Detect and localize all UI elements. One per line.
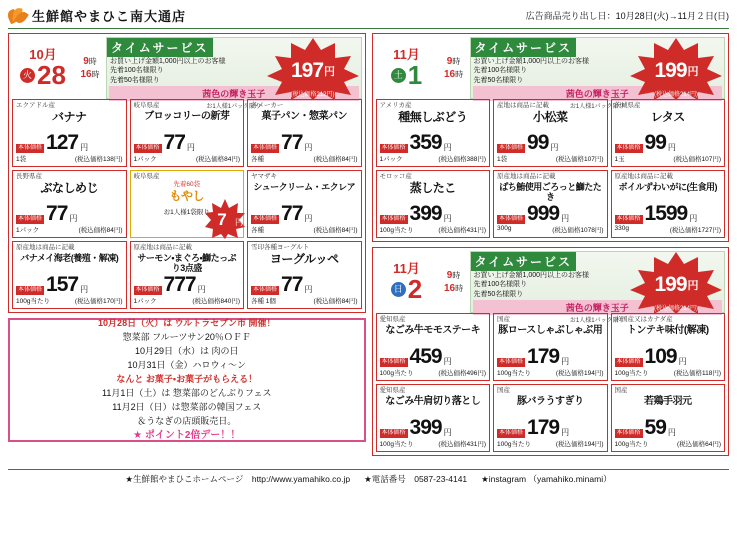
notice-line: 11月1日（土）は 惣菜部のどんぶりフェス xyxy=(102,387,272,398)
clock-times xyxy=(77,37,103,99)
product-taxin: (税込価格107円) xyxy=(673,156,721,163)
product-origin: 原産地は商品に記載 xyxy=(614,173,673,180)
product-cell xyxy=(247,170,362,238)
time-service-taxin: (税込価格212円) xyxy=(290,92,335,98)
notice-line: ＆うなぎの店頭販売日。 xyxy=(137,415,237,426)
footer-homepage[interactable]: ★生鮮館やまひこホームページ http://www.yamahiko.co.jp xyxy=(125,474,351,484)
product-name: 蒸したこ xyxy=(409,181,456,195)
sale-period: 広告商品売り出し日：10月28日(火)→11月２日(日) xyxy=(525,11,729,21)
product-origin: 愛知県産 xyxy=(379,387,406,394)
price-tag-label: 本体価格 xyxy=(251,144,279,153)
clock-hour-1: 9 xyxy=(83,56,89,67)
price-tag-label: 本体価格 xyxy=(380,429,408,438)
product-name: ばち鮪使用ごろっと鰤たたき xyxy=(499,182,602,203)
page-footer xyxy=(8,469,729,485)
brand xyxy=(8,6,186,25)
time-service-limit: お1人様1パック限り xyxy=(206,104,262,111)
product-unit: 100g当たり xyxy=(379,441,414,448)
product-origin: 原産地は商品に記載 xyxy=(16,244,75,251)
clock-hour-2-unit: 時 xyxy=(91,70,100,79)
time-service-product: 茜色の輝き玉子 xyxy=(109,86,359,101)
product-price: 777 xyxy=(163,273,196,297)
product-origin: モロッコ産 xyxy=(379,173,412,180)
footer-instagram[interactable]: ★instagram （yamahiko.minami） xyxy=(481,474,612,484)
product-cell xyxy=(247,241,362,309)
product-cell xyxy=(376,99,491,167)
time-service-title: タイムサービス xyxy=(471,38,577,57)
yen-label: 円 xyxy=(550,143,559,152)
notice-line: 11月2日（日）は惣菜部の韓国フェス xyxy=(112,401,262,412)
price-tag-label: 本体価格 xyxy=(380,215,408,224)
product-name: なごみ牛モモステーキ xyxy=(385,325,481,336)
product-taxin: (税込価格138円) xyxy=(74,156,123,163)
product-price: 179 xyxy=(527,416,560,440)
product-taxin: (税込価格496円) xyxy=(438,370,486,377)
product-cell xyxy=(493,170,608,238)
time-service-note: お買い上げ金額1,000円以上のお客様 xyxy=(473,272,590,279)
yen-label: 円 xyxy=(304,143,313,152)
product-name: バナメイ海老(養殖・解凍) xyxy=(20,253,119,263)
month-label: 11月 xyxy=(393,260,420,276)
product-origin: 国産 xyxy=(497,316,510,323)
product-unit: 1玉 xyxy=(614,156,625,163)
content-columns xyxy=(8,33,729,465)
product-cell-featured xyxy=(130,170,245,238)
yen-label: 円 xyxy=(443,214,452,223)
product-price: 1599 xyxy=(644,202,688,226)
product-taxin: (税込価格84円) xyxy=(313,156,358,163)
product-name: レタス xyxy=(650,110,685,124)
product-name: 菓子パン・惣菜パン xyxy=(261,111,347,122)
product-cell xyxy=(611,99,726,167)
product-unit: 各種 1個 xyxy=(251,298,276,305)
product-cell xyxy=(493,384,608,452)
product-price: 77 xyxy=(163,131,185,155)
product-origin: アメリカ産 xyxy=(379,102,412,109)
price-burst xyxy=(205,199,245,239)
product-name: 若鶏手羽元 xyxy=(644,396,692,407)
day-number: 1 xyxy=(407,60,423,91)
time-service-taxin: (税込価格214円) xyxy=(653,92,698,98)
yen-label: 円 xyxy=(443,143,452,152)
product-origin: 雪印各種ヨーグルト xyxy=(251,244,310,251)
time-service-line2: 先着50名様限り xyxy=(473,290,524,298)
clock-hour-2: 16 xyxy=(443,283,456,294)
product-price: 99 xyxy=(527,131,549,155)
time-service-line1: 先着100名様限り xyxy=(473,67,528,75)
price-tag-label: 本体価格 xyxy=(16,215,44,224)
notice-line: 10月31日（金）ハロウィ～ン xyxy=(127,359,246,370)
product-price: 359 xyxy=(409,131,442,155)
yen-label: 円 xyxy=(80,285,89,294)
product-name: ボイルずわいがに(生食用) xyxy=(618,182,717,192)
product-price: 399 xyxy=(409,202,442,226)
shop-name: 生鮮館やまひこ南大通店 xyxy=(32,9,187,24)
time-service-title: タイムサービス xyxy=(107,38,213,57)
time-service-product: 茜色の輝き玉子 xyxy=(473,86,723,101)
product-name: 豚バラうすぎり xyxy=(517,396,584,407)
product-origin: 各メーカー xyxy=(251,102,284,109)
price-tag-label: 本体価格 xyxy=(251,286,279,295)
clock-times xyxy=(441,37,467,99)
product-name: 小松菜 xyxy=(532,110,568,124)
product-name: ブロッコリーの新芽 xyxy=(144,111,230,122)
footer-tel: ★電話番号 0587-23-4141 xyxy=(364,474,468,484)
price-tag-label: 本体価格 xyxy=(380,144,408,153)
time-service-limit: お1人様1パック限り xyxy=(569,318,625,325)
product-cell xyxy=(12,99,127,167)
panel-oct28 xyxy=(8,33,366,313)
product-unit: 100g当たり xyxy=(497,370,531,377)
time-service-price: 199 円 xyxy=(654,59,698,82)
time-service-product: 茜色の輝き玉子 xyxy=(473,300,723,315)
price-tag-label: 本体価格 xyxy=(380,358,408,367)
product-origin: ヤマザキ xyxy=(251,173,277,180)
product-name: ヨーグルッペ xyxy=(269,252,339,266)
product-origin: 岐阜県産 xyxy=(133,173,160,180)
product-price: 459 xyxy=(409,345,442,369)
notice-line: なんと お菓子•お菓子がもらえる！ xyxy=(116,373,258,384)
price-tag-label: 本体価格 xyxy=(497,215,525,224)
panel-nov2 xyxy=(372,247,730,456)
product-unit: 各種 xyxy=(251,156,264,163)
product-unit: 1パック xyxy=(133,298,157,305)
product-unit: 300g xyxy=(497,225,512,232)
product-price: 99 xyxy=(644,131,666,155)
product-price: 127 xyxy=(46,131,79,155)
product-name: サーモン•まぐろ•鰤たっぷり3点盛 xyxy=(137,253,237,274)
product-cell xyxy=(376,384,491,452)
product-unit: 100g当たり xyxy=(614,441,649,448)
yen-label: 円 xyxy=(678,357,687,366)
product-cell xyxy=(376,313,491,381)
product-price: 399 xyxy=(409,416,442,440)
product-cell xyxy=(493,99,608,167)
time-service-price-star xyxy=(628,38,724,100)
time-service-price-star xyxy=(265,38,361,100)
price-tag-label: 本体価格 xyxy=(497,358,525,367)
notice-line-points: ★ ポイント2倍デー！！ xyxy=(133,429,241,441)
product-origin: 岐阜県産 xyxy=(133,102,160,109)
clock-hour-1-unit: 時 xyxy=(452,57,461,66)
product-grid-nov2 xyxy=(376,313,726,452)
product-price: 179 xyxy=(527,345,560,369)
price-tag-label: 本体価格 xyxy=(16,144,44,153)
product-taxin: (税込価格1078円) xyxy=(552,227,604,234)
product-unit: 100g当たり xyxy=(379,370,414,377)
product-name: バナナ xyxy=(51,110,87,124)
product-origin: 長野県産 xyxy=(16,173,42,180)
product-taxin: (税込価格84円) xyxy=(78,227,123,234)
svg-text:7: 7 xyxy=(217,210,227,229)
yen-label: 円 xyxy=(304,214,313,223)
product-unit: 1袋 xyxy=(16,156,27,163)
clock-hour-1: 9 xyxy=(446,270,453,281)
product-taxin: (税込価格118円) xyxy=(673,370,721,377)
product-unit: 100g当たり xyxy=(614,370,649,377)
product-unit: 1パック xyxy=(379,156,403,163)
product-cell xyxy=(493,313,608,381)
time-service-line2: 先着50名様限り xyxy=(110,76,160,84)
product-unit: 1パック xyxy=(16,227,40,234)
product-taxin: (税込価格1727円) xyxy=(669,227,721,234)
clock-hour-1-unit: 時 xyxy=(452,271,461,280)
product-cell xyxy=(611,170,726,238)
time-service-price-star xyxy=(628,252,724,314)
leaf-logo-icon xyxy=(8,8,26,24)
product-unit: 100g当たり xyxy=(16,298,50,305)
product-grid-nov1 xyxy=(376,99,726,238)
product-unit: 各種 xyxy=(251,227,264,234)
yen-label: 円 xyxy=(80,143,89,152)
product-taxin: (税込価格64円) xyxy=(676,441,721,448)
time-service-taxin: (税込価格214円) xyxy=(653,306,698,312)
time-service-line1: 先着100名様限り xyxy=(110,67,164,75)
product-limited-note: 先着60袋 xyxy=(173,181,201,188)
product-cell xyxy=(611,384,726,452)
product-taxin: (税込価格84円) xyxy=(313,298,358,305)
clock-hour-2: 16 xyxy=(443,69,456,80)
product-cell xyxy=(376,170,491,238)
price-tag-label: 本体価格 xyxy=(16,286,44,295)
clock-hour-1: 9 xyxy=(446,56,453,67)
right-column xyxy=(372,33,730,465)
day-of-week-badge: 土 xyxy=(391,68,406,83)
product-taxin: (税込価格431円) xyxy=(438,227,486,234)
yen-label: 円 xyxy=(304,285,313,294)
yen-label: 円 xyxy=(689,214,698,223)
product-price: 999 xyxy=(527,202,560,226)
yen-label: 円 xyxy=(186,143,195,152)
product-origin: 米国産又はカナダ産 xyxy=(614,316,673,323)
yen-label: 円 xyxy=(667,428,676,437)
product-origin: 原産地は商品に記載 xyxy=(497,173,556,180)
product-price: 77 xyxy=(281,131,303,155)
time-service-line1: 先着100名様限り xyxy=(473,281,528,289)
clock-times xyxy=(441,251,467,313)
product-origin: 産地は商品に記載 xyxy=(497,102,549,109)
product-taxin: (税込価格194円) xyxy=(555,441,604,448)
notice-line: 惣菜部 フルーツサン20％ＯＦＦ xyxy=(122,331,251,342)
product-cell xyxy=(130,241,245,309)
product-cell xyxy=(12,170,127,238)
product-taxin: (税込価格107円) xyxy=(555,156,604,163)
month-label: 10月 xyxy=(29,46,57,62)
date-box xyxy=(376,251,438,313)
month-label: 11月 xyxy=(393,46,420,62)
product-name: なごみ牛肩切り落とし xyxy=(385,396,481,407)
product-price: 109 xyxy=(644,345,677,369)
product-taxin: (税込価格194円) xyxy=(555,370,604,377)
notice-line: 10月29日（水）は 肉の日 xyxy=(134,345,239,356)
product-taxin: (税込価格84円) xyxy=(195,156,240,163)
time-service-limit: お1人様1パック限り xyxy=(569,104,625,111)
time-service-price: 199 円 xyxy=(654,273,698,296)
product-name: 豚ロースしゃぶしゃぶ用 xyxy=(498,325,603,336)
product-name: 種無しぶどう xyxy=(398,110,468,124)
price-tag-label: 本体価格 xyxy=(497,429,525,438)
yen-label: 円 xyxy=(197,285,206,294)
product-name: トンテキ味付(解凍) xyxy=(626,325,709,336)
product-price: 77 xyxy=(281,202,303,226)
day-of-week-badge: 火 xyxy=(20,68,35,83)
yen-label: 円 xyxy=(667,143,676,152)
product-taxin: (税込価格388円) xyxy=(438,156,486,163)
price-tag-label: 本体価格 xyxy=(615,144,643,153)
product-price: 59 xyxy=(644,416,666,440)
price-tag-label: 本体価格 xyxy=(134,286,162,295)
yen-label: 円 xyxy=(69,214,78,223)
date-box xyxy=(12,37,74,99)
yen-label: 円 xyxy=(561,357,570,366)
time-service-line2: 先着50名様限り xyxy=(473,76,524,84)
time-service-price: 197 円 xyxy=(290,59,335,82)
product-cell xyxy=(12,241,127,309)
price-tag-label: 本体価格 xyxy=(615,215,643,224)
product-origin: 茨城県産 xyxy=(614,102,641,109)
product-origin: 国産 xyxy=(614,387,628,394)
product-unit: 1袋 xyxy=(497,156,508,163)
product-cell xyxy=(611,313,726,381)
product-unit: お1人様1袋限り xyxy=(163,208,210,216)
price-tag-label: 本体価格 xyxy=(251,215,279,224)
time-service-note: お買い上げ金額1,000円以上のお客様 xyxy=(473,58,590,65)
left-column xyxy=(8,33,366,465)
product-taxin: (税込価格170円) xyxy=(74,298,123,305)
yen-label: 円 xyxy=(561,214,570,223)
yen-label: 円 xyxy=(561,428,570,437)
product-name: シュークリーム・エクレア xyxy=(253,182,356,192)
product-cell xyxy=(130,99,245,167)
event-notice-box xyxy=(8,318,366,442)
clock-hour-2: 16 xyxy=(80,69,92,80)
page-header xyxy=(8,6,729,29)
product-taxin: (税込価格840円) xyxy=(192,298,240,305)
price-tag-label: 本体価格 xyxy=(615,358,643,367)
day-of-week-badge: 日 xyxy=(391,282,406,297)
product-unit: 330g xyxy=(614,225,629,232)
yen-label: 円 xyxy=(443,428,452,437)
yen-label: 円 xyxy=(443,357,452,366)
product-origin: 原産地は商品に記載 xyxy=(133,244,192,251)
product-unit: 100g当たり xyxy=(497,441,531,448)
product-name: ぶなしめじ xyxy=(40,181,98,195)
time-service-title: タイムサービス xyxy=(471,252,577,271)
time-service-note: お買い上げ金額1,000円以上のお客様 xyxy=(110,58,226,65)
clock-hour-2-unit: 時 xyxy=(455,70,464,79)
product-price: 157 xyxy=(46,273,79,297)
price-tag-label: 本体価格 xyxy=(497,144,525,153)
day-number: 28 xyxy=(37,60,66,91)
notice-line: 10月28日（火）は ウルトラセブン市 開催！ xyxy=(98,317,276,328)
starburst-icon xyxy=(205,199,245,239)
product-unit: 100g当たり xyxy=(379,227,414,234)
product-origin: 国産 xyxy=(497,387,510,394)
panel-nov1 xyxy=(372,33,730,242)
svg-text:円: 円 xyxy=(235,218,243,227)
day-number: 2 xyxy=(407,274,423,305)
price-tag-label: 本体価格 xyxy=(615,429,643,438)
product-price: 77 xyxy=(281,273,303,297)
product-name: もやし xyxy=(169,189,204,203)
product-origin: エクアドル産 xyxy=(16,102,55,109)
clock-hour-1-unit: 時 xyxy=(88,57,97,66)
date-box xyxy=(376,37,438,99)
product-cell xyxy=(247,99,362,167)
product-origin: 愛知県産 xyxy=(379,316,406,323)
price-tag-label: 本体価格 xyxy=(134,144,162,153)
clock-hour-2-unit: 時 xyxy=(455,284,464,293)
product-price: 77 xyxy=(46,202,68,226)
product-taxin: (税込価格431円) xyxy=(438,441,486,448)
product-unit: 1パック xyxy=(133,156,157,163)
product-taxin: (税込価格84円) xyxy=(313,227,358,234)
product-grid-oct28 xyxy=(12,99,362,309)
